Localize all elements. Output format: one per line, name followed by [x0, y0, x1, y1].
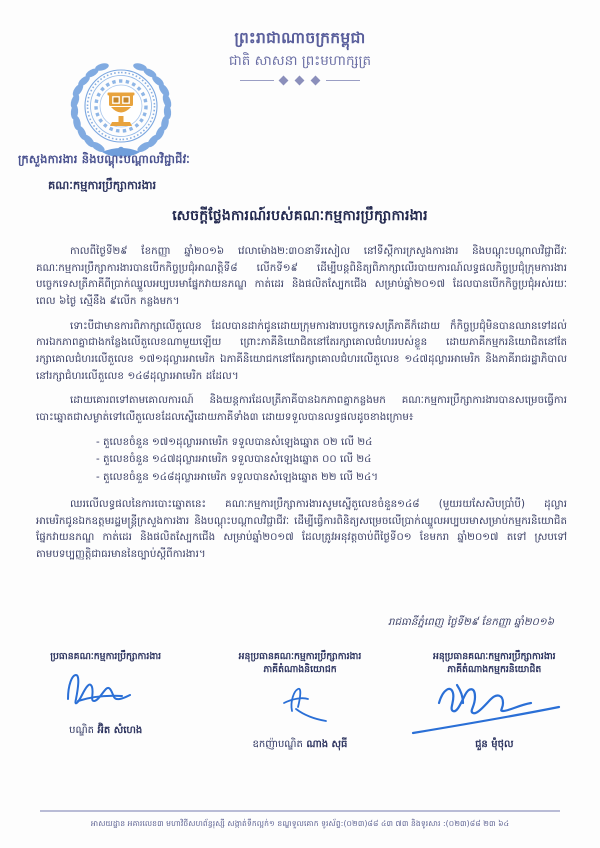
signatory-fullname: អ៊ិត សំហេង	[97, 725, 143, 737]
signatory-fullname: ជួន ម៉ុំថុល	[475, 738, 514, 750]
signatory-name	[10, 723, 201, 738]
document-body	[36, 243, 567, 571]
signature-side: ភាគីតំណាងនិយោជក	[263, 664, 337, 676]
footer-address: អាសយដ្ឋាន អគារលេខ៣ មហាវិថីសហព័ន្ធរុស្សី សង្កាត់ទឹកល្អក់១ ខណ្ឌទួលគោក ទូរស័ព្ទ:(០២៣)៨៨ ៤៣ ៧៣ និងទូរសារ :(០២៣)៨៨ ២៣ ៦៤	[90, 819, 510, 828]
signatory-title: ឧកញ៉ាបណ្ឌិត	[252, 738, 303, 750]
ministry-name: ក្រសួងការងារ និងបណ្ដុះបណ្ដាលវិជ្ជាជីវៈ	[18, 152, 190, 166]
paragraph-3: ដោយគោរពទៅតាមគោលការណ៍ និងយន្តការដែលត្រីភាគីបានឯកភាពគ្នាកន្លងមក គណៈកម្មការប្រឹក្សាការងារបានសម្រេចធ្វើការបោះឆ្នោតជាសម្ងាត់ទៅលើតួលេខដែលស្នើដោយភាគីទាំង៣ ដោយទទួលបានលទ្ធផលដូចខាងក្រោម៖	[36, 394, 567, 424]
kingdom-title: ព្រះរាជាណាចក្រកម្ពុជា	[234, 29, 366, 47]
vote-result-item: - តួលេខចំនួន ១៤៧ដុល្លារអាមេរិក ទទួលបានសំឡេងឆ្នោត ០០ លើ ២៤	[96, 453, 372, 466]
signature-block	[10, 650, 590, 752]
signature-role: អនុប្រធានគណៈកម្មការប្រឹក្សាការងារ	[432, 651, 556, 662]
page-title: សេចក្ដីថ្លែងការណ៍របស់គណៈកម្មការប្រឹក្សាការងារ	[172, 208, 428, 224]
signatory-title: បណ្ឌិត	[69, 725, 95, 737]
footer-divider	[40, 810, 560, 812]
national-motto: ជាតិ សាសនា ព្រះមហាក្សត្រ	[228, 52, 372, 69]
signature-role: ប្រធានគណៈកម្មការប្រឹក្សាការងារ	[50, 651, 162, 662]
vote-result-item: - តួលេខចំនួន ១៧១ដុល្លារអាមេរិក ទទួលបានសំឡេងឆ្នោត ០២ លើ ២៤	[96, 435, 373, 448]
paragraph-2: ទោះបីជាមានការពិភាក្សាលើតួលេខ ដែលបានដាក់ជូនដោយក្រុមការងារបច្ចេកទេសត្រីភាគីក៏ដោយ ក៏កិច្ចប្រជុំមិនបានឈានទៅដល់ការឯកភាពគ្នាជាងកន្លែងលើតួលេខណាមួយឡើយ ព្រោះភាគីនិយោជិតនៅតែរក្សាគោលជំហររបស់ខ្លួន ដោយភាគីកម្មករនិយោជិតនៅតែរក្សាគោលជំហរលើតួលេខ ១៧១ដុល្លារអាមេរិក ឯភាគីនិយោជកនៅតែរក្សាគោលជំហរលើតួលេខ ១៤៧ដុល្លារអាមេរិក និងភាគីរាជរដ្ឋាភិបាលនៅរក្សាជំហរលើតួលេខ ១៤៨ដុល្លារអាមេរិក ដដែល។	[36, 319, 567, 382]
committee-name: គណៈកម្មការប្រឹក្សាការងារ	[48, 178, 157, 192]
handwritten-signature	[204, 677, 394, 737]
place-and-date: រាជធានីភ្នំពេញ ថ្ងៃទី២៩ ខែកញ្ញា ឆ្នាំ២០១៦	[388, 616, 554, 628]
signature-column-vice-employer	[204, 650, 395, 752]
signature-ink-area	[10, 663, 201, 723]
signature-ink-area	[204, 677, 395, 737]
signature-column-chairman	[10, 650, 201, 752]
signature-ink-area	[399, 677, 590, 737]
signatory-name	[399, 737, 590, 752]
closing-paragraph: ឈរលើលទ្ធផលនៃការបោះឆ្នោតនេះ គណៈកម្មការប្រឹក្សាការងារសូមស្នើតួលេខចំនួន១៤៨ (មួយរយសែសិបប្រាំបី) ដុល្លារអាមេរិកជូនឯកឧត្តមរដ្ឋមន្ត្រីក្រសួងការងារ និងបណ្ដុះបណ្ដាលវិជ្ជាជីវៈ ដើម្បីធ្វើការពិនិត្យសម្រេចលើប្រាក់ឈ្នួលអប្បបរមាសម្រាប់កម្មករនិយោជិតផ្នែកវាយនភណ្ឌ កាត់ដេរ និងផលិតស្បែកជើង សម្រាប់ឆ្នាំ២០១៧ ដែលត្រូវអនុវត្តចាប់ពីថ្ងៃទី០១ ខែមករា ឆ្នាំ២០១៧ តទៅ ស្របទៅតាមបទប្បញ្ញត្តិជាធរមាននៃច្បាប់ស្ដីពីការងារ។	[36, 497, 567, 560]
signatory-fullname: ណាង សុធី	[306, 738, 348, 750]
signature-column-vice-worker	[399, 650, 590, 752]
document-header	[0, 0, 600, 150]
signatory-name	[204, 737, 395, 752]
paragraph-1: កាលពីថ្ងៃទី២៩ ខែកញ្ញា ឆ្នាំ២០១៦ វេលាម៉ោង២:៣០នាទីរសៀល នៅទីស្ដីការក្រសួងការងារ និងបណ្ដុះបណ្ដាលវិជ្ជាជីវៈ គណៈកម្មការប្រឹក្សាការងារបានបើកកិច្ចប្រជុំអាណត្តិទី៨ លើកទី១៩ ដើម្បីបន្តពិនិត្យពិភាក្សាលើរបាយការណ៍លទ្ធផលកិច្ចប្រជុំក្រុមការងារបច្ចេកទេសត្រីភាគីពីប្រាក់ឈ្នួលអប្បបរមាផ្នែកវាយនភណ្ឌ កាត់ដេរ និងផលិតស្បែកជើង សម្រាប់ឆ្នាំ២០១៧ ដែលបានបើកកិច្ចប្រជុំអស់រយៈពេល ៦ថ្ងៃ ស្មើនឹង ៩លើក កន្លងមក។	[36, 245, 567, 308]
handwritten-signature	[399, 677, 589, 737]
ornamental-divider	[240, 76, 360, 85]
national-heading	[0, 28, 600, 85]
handwritten-signature	[10, 663, 200, 723]
document-footer	[40, 810, 560, 830]
signature-role: អនុប្រធានគណៈកម្មការប្រឹក្សាការងារ	[238, 651, 362, 662]
vote-results-list	[36, 434, 567, 487]
vote-result-item: - តួលេខចំនួន ១៤៨ដុល្លារអាមេរិក ទទួលបានសំឡេងឆ្នោត ២២ លើ ២៤។	[96, 471, 379, 484]
signature-side: ភាគីតំណាងកម្មករនិយោជិត	[447, 664, 542, 676]
